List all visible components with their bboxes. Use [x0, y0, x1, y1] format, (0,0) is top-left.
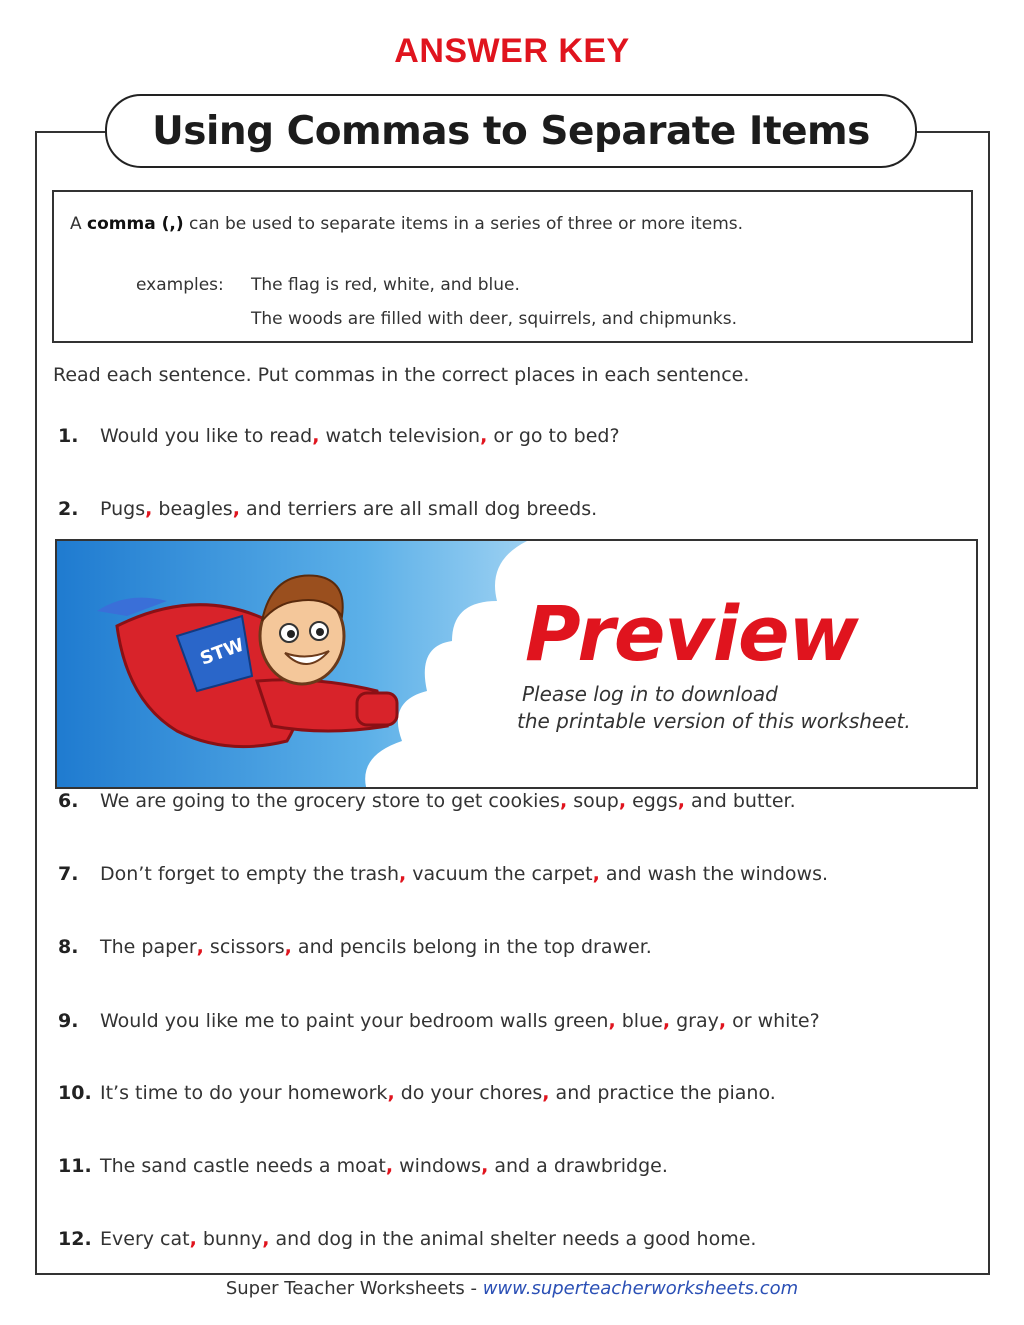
question-item [58, 1228, 756, 1250]
question-item [58, 1082, 776, 1104]
example-2: The woods are filled with deer, squirrels, and chipmunks. [251, 309, 737, 329]
sentence-part: The sand castle needs a moat [100, 1155, 386, 1177]
answer-comma: , [559, 790, 568, 812]
rule-description: can be used to separate items in a series of three or more items. [189, 214, 744, 234]
sentence-part: or white? [726, 1010, 820, 1032]
answer-comma: , [262, 1228, 270, 1250]
sentence-part: gray [670, 1010, 719, 1032]
answer-comma: , [399, 863, 407, 885]
sentence-part: windows [393, 1155, 482, 1177]
question-item [58, 498, 597, 520]
answer-comma: , [718, 1010, 727, 1032]
answer-comma: , [618, 790, 627, 812]
question-number: 8. [58, 936, 79, 958]
answer-comma: , [284, 936, 292, 958]
question-number: 9. [58, 1010, 79, 1032]
sentence-part: and a drawbridge. [488, 1155, 668, 1177]
sentence-part: vacuum the carpet [406, 863, 593, 885]
sentence-part: and terriers are all small dog breeds. [239, 498, 598, 520]
title-banner [105, 94, 917, 168]
sentence-part: We are going to the grocery store to get cookies [100, 790, 560, 812]
answer-comma: , [145, 498, 153, 520]
mascot-badge-text: STW [197, 634, 247, 670]
sentence-part: do your chores [394, 1082, 543, 1104]
answer-comma: , [481, 1155, 489, 1177]
preview-download-text: the printable version of this worksheet. [517, 709, 911, 733]
answer-comma: , [662, 1010, 671, 1032]
sentence-part: and butter. [685, 790, 796, 812]
question-item [58, 790, 796, 812]
sentence-part: beagles [152, 498, 233, 520]
answer-comma: , [312, 425, 320, 447]
question-number: 7. [58, 863, 79, 885]
question-number: 1. [58, 425, 79, 447]
answer-key-heading: ANSWER KEY [394, 32, 630, 70]
question-item [58, 863, 828, 885]
question-item [58, 425, 620, 447]
answer-comma: , [608, 1010, 616, 1032]
sentence-part: blue [615, 1010, 663, 1032]
rule-term: comma (,) [87, 214, 184, 234]
sentence-part: Pugs [100, 498, 146, 520]
question-number: 6. [58, 790, 79, 812]
sentence-part: or go to bed? [487, 425, 620, 447]
answer-comma: , [592, 863, 600, 885]
answer-comma: , [542, 1082, 550, 1104]
sentence-part: scissors [203, 936, 285, 958]
sentence-part: watch television [319, 425, 481, 447]
sentence-part: and practice the piano. [549, 1082, 776, 1104]
question-number: 12. [58, 1228, 92, 1250]
example-1: The flag is red, white, and blue. [251, 275, 520, 295]
rule-box [52, 190, 973, 343]
sentence-part: soup [567, 790, 619, 812]
instructions: Read each sentence. Put commas in the correct places in each sentence. [53, 364, 750, 386]
sentence-part: bunny [196, 1228, 263, 1250]
sentence-part: and pencils belong in the top drawer. [291, 936, 652, 958]
sentence-part: Don’t forget to empty the trash [100, 863, 400, 885]
answer-comma: , [385, 1155, 394, 1177]
answer-comma: , [189, 1228, 197, 1250]
preview-banner [55, 539, 978, 789]
question-item [58, 1010, 820, 1032]
rule-text [70, 214, 743, 234]
footer [0, 1278, 1024, 1299]
sentence-part: Every cat [100, 1228, 190, 1250]
sentence-part: and wash the windows. [599, 863, 829, 885]
sentence-part: eggs [626, 790, 678, 812]
preview-login-text: Please log in to download [522, 682, 778, 706]
answer-comma: , [677, 790, 686, 812]
footer-text: Super Teacher Worksheets - [225, 1278, 483, 1299]
rule-prefix: A [70, 214, 82, 234]
question-number: 11. [58, 1155, 92, 1177]
question-item [58, 1155, 668, 1177]
question-item [58, 936, 652, 958]
question-number: 10. [58, 1082, 92, 1104]
examples-label: examples: [136, 275, 224, 295]
answer-comma: , [480, 425, 488, 447]
sentence-part: The paper [100, 936, 197, 958]
question-number: 2. [58, 498, 79, 520]
sentence-part: It’s time to do your homework [100, 1082, 388, 1104]
answer-comma: , [232, 498, 240, 520]
answer-comma: , [196, 936, 204, 958]
sentence-part: Would you like to read [100, 425, 313, 447]
sentence-part: and dog in the animal shelter needs a good home. [269, 1228, 757, 1250]
answer-comma: , [387, 1082, 395, 1104]
sentence-part: Would you like me to paint your bedroom walls green [100, 1010, 609, 1032]
footer-link[interactable]: www.superteacherworksheets.com [482, 1278, 799, 1299]
worksheet-title: Using Commas to Separate Items [152, 108, 870, 154]
preview-title: Preview [525, 589, 858, 678]
